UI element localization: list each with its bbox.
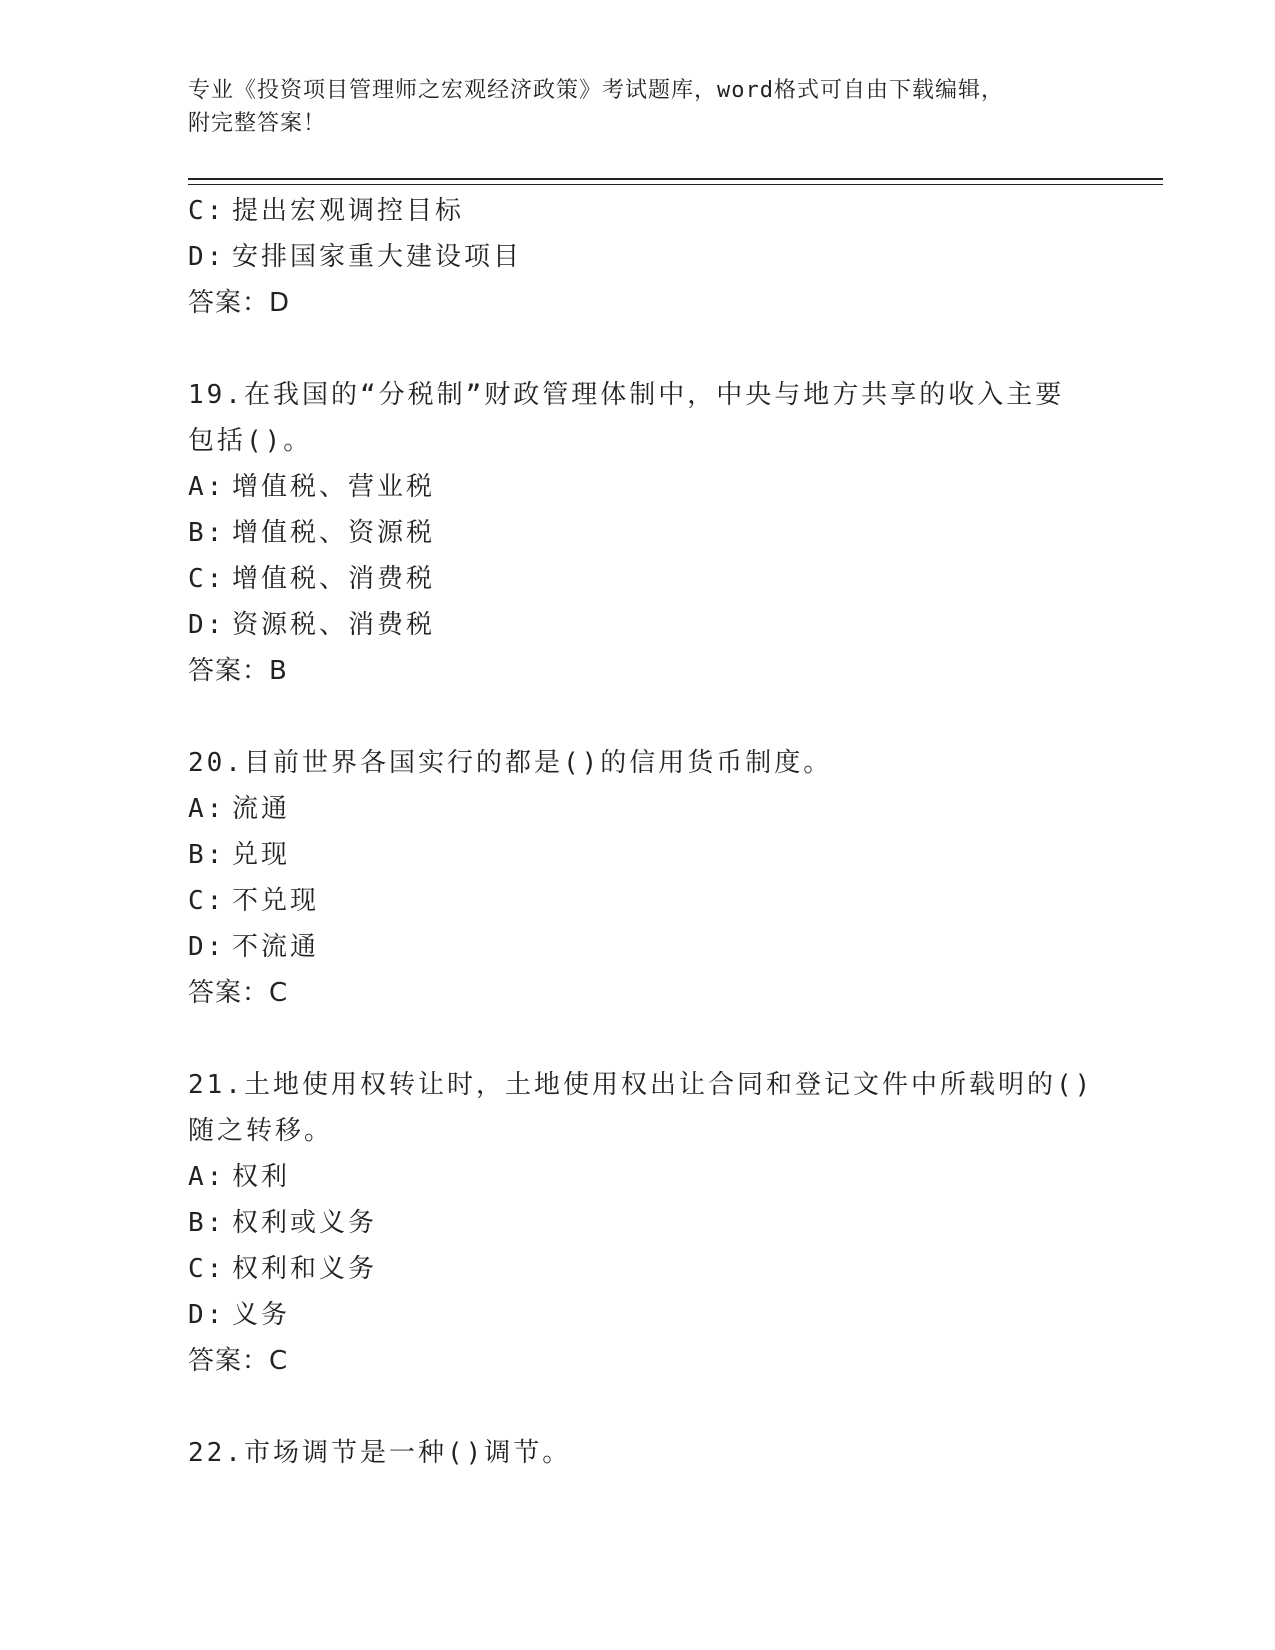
option-letter: B:	[188, 1208, 226, 1238]
option-c	[188, 188, 1108, 234]
option-letter: A:	[188, 472, 226, 502]
prev-question	[188, 188, 1108, 326]
option-text: 权利和义务	[232, 1254, 378, 1284]
answer-line: 答案：C	[188, 1346, 289, 1376]
spacer	[188, 326, 1108, 372]
answer-line: 答案：D	[188, 288, 291, 318]
option-letter: D:	[188, 242, 226, 272]
option-c	[188, 878, 1108, 924]
question-22	[188, 1430, 1108, 1476]
question-20	[188, 740, 1108, 1016]
option-b	[188, 510, 1108, 556]
document-body	[188, 188, 1108, 1476]
question-19	[188, 372, 1108, 694]
option-text: 提出宏观调控目标	[232, 196, 465, 226]
option-letter: A:	[188, 1162, 226, 1192]
option-text: 增值税、消费税	[232, 564, 436, 594]
option-letter: B:	[188, 840, 226, 870]
header-divider-thin	[188, 184, 1163, 185]
option-letter: B:	[188, 518, 226, 548]
option-a	[188, 786, 1108, 832]
spacer	[188, 1016, 1108, 1062]
option-text: 权利或义务	[232, 1208, 378, 1238]
option-letter: C:	[188, 196, 226, 226]
question-stem: 22.市场调节是一种()调节。	[188, 1438, 572, 1468]
question-stem: 随之转移。	[188, 1116, 334, 1146]
header-line-1: 专业《投资项目管理师之宏观经济政策》考试题库，word格式可自由下载编辑，	[188, 78, 1004, 103]
option-c	[188, 1246, 1108, 1292]
option-d	[188, 602, 1108, 648]
option-text: 增值税、资源税	[232, 518, 436, 548]
question-21	[188, 1062, 1108, 1384]
spacer	[188, 694, 1108, 740]
option-letter: C:	[188, 1254, 226, 1284]
question-stem: 20.目前世界各国实行的都是()的信用货币制度。	[188, 748, 833, 778]
option-text: 不流通	[232, 932, 320, 962]
option-text: 安排国家重大建设项目	[232, 242, 523, 272]
option-d	[188, 234, 1108, 280]
option-b	[188, 832, 1108, 878]
option-letter: C:	[188, 564, 226, 594]
option-d	[188, 924, 1108, 970]
answer-line: 答案：C	[188, 978, 289, 1008]
option-d	[188, 1292, 1108, 1338]
spacer	[188, 1384, 1108, 1430]
option-text: 不兑现	[232, 886, 320, 916]
question-stem: 19.在我国的“分税制”财政管理体制中，中央与地方共享的收入主要	[188, 380, 1065, 410]
option-text: 增值税、营业税	[232, 472, 436, 502]
option-a	[188, 1154, 1108, 1200]
option-b	[188, 1200, 1108, 1246]
option-a	[188, 464, 1108, 510]
option-letter: D:	[188, 610, 226, 640]
header-divider-thick	[188, 178, 1163, 180]
header-line-2: 附完整答案！	[188, 111, 327, 136]
option-letter: D:	[188, 1300, 226, 1330]
answer-line: 答案：B	[188, 656, 288, 686]
document-header	[188, 74, 1088, 140]
option-text: 义务	[232, 1300, 291, 1330]
option-letter: D:	[188, 932, 226, 962]
option-letter: A:	[188, 794, 226, 824]
option-text: 兑现	[232, 840, 291, 870]
question-stem: 21.土地使用权转让时，土地使用权出让合同和登记文件中所载明的()	[188, 1070, 1094, 1100]
option-text: 权利	[232, 1162, 291, 1192]
option-letter: C:	[188, 886, 226, 916]
option-text: 流通	[232, 794, 291, 824]
question-stem: 包括()。	[188, 426, 313, 456]
option-text: 资源税、消费税	[232, 610, 436, 640]
option-c	[188, 556, 1108, 602]
